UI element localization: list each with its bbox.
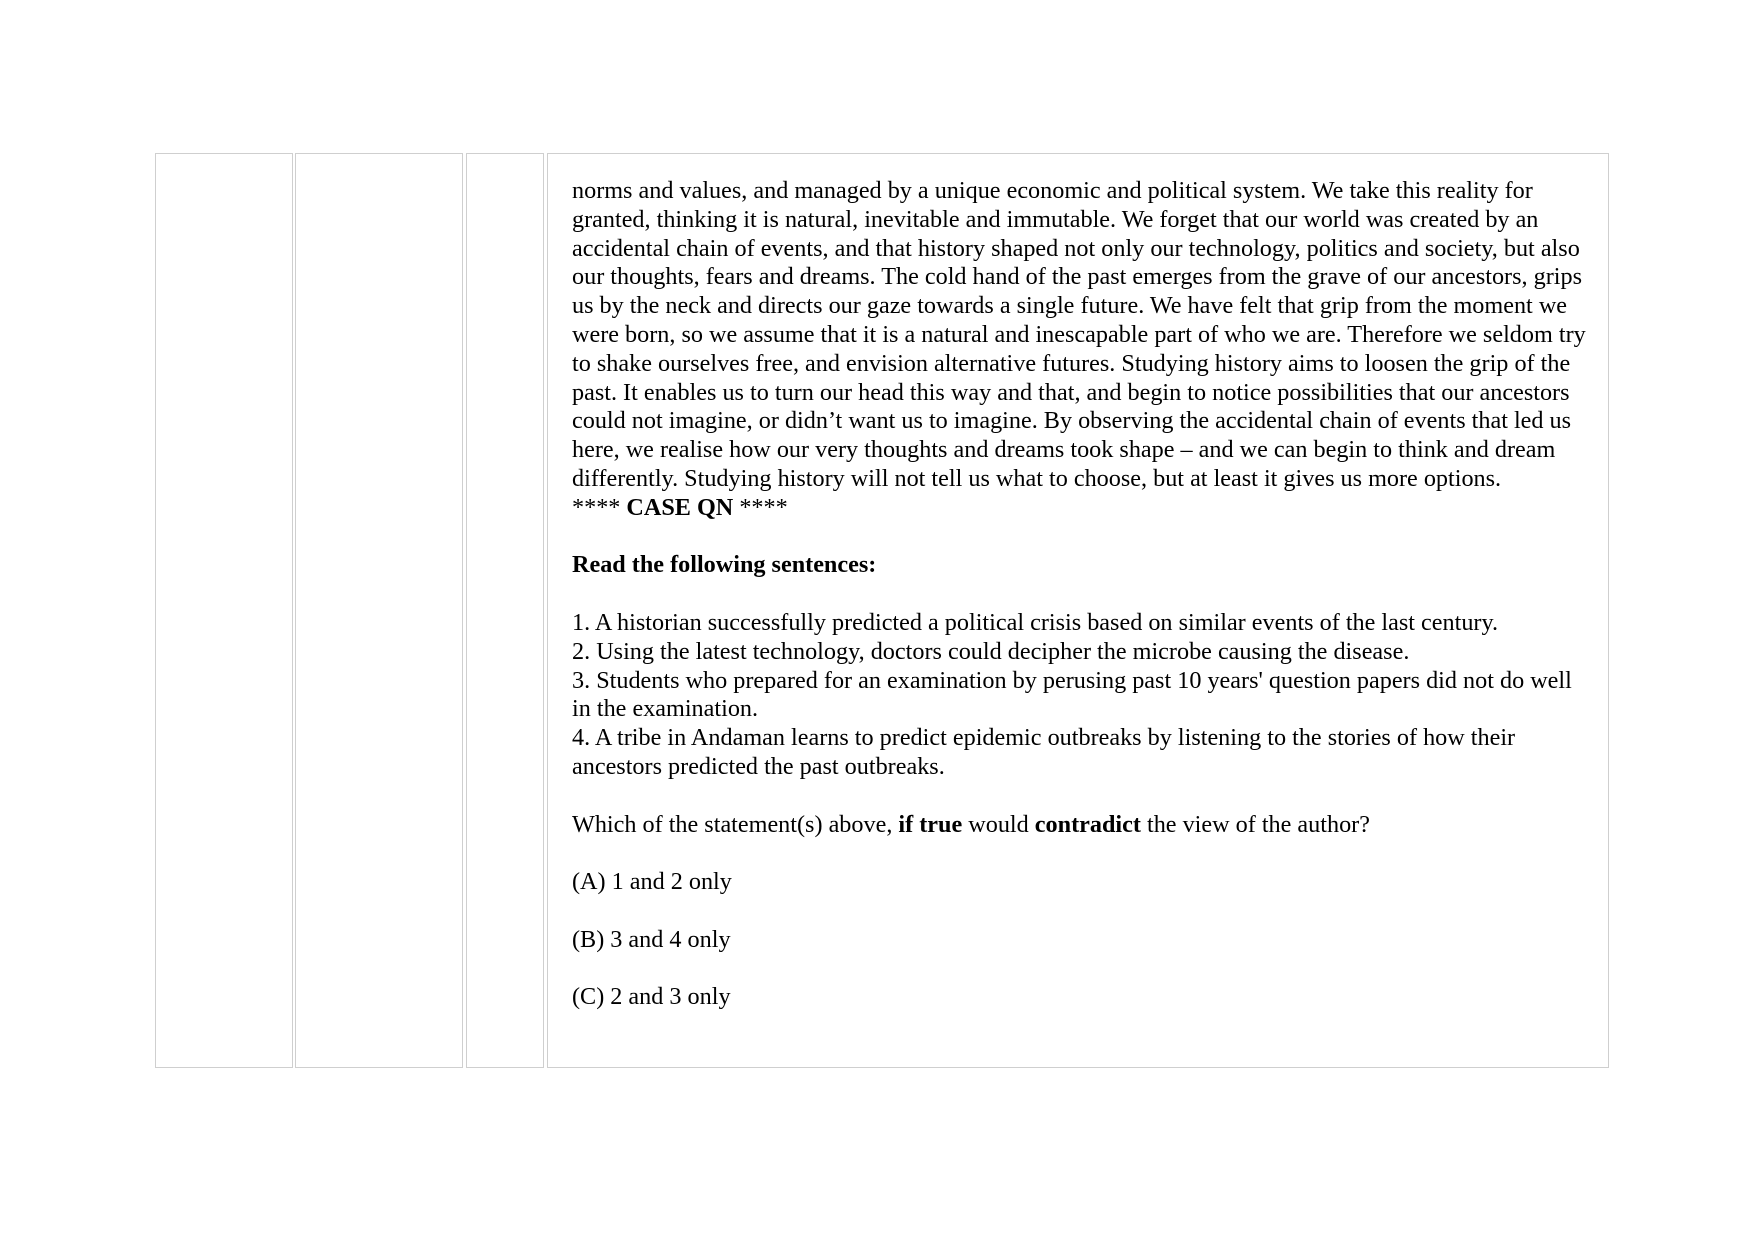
question-text	[572, 811, 1592, 840]
instruction-bold: Read the following sentences:	[572, 551, 877, 579]
instruction-text	[572, 551, 1592, 580]
case-heading	[572, 494, 1592, 523]
question-emphasis-if-true: if true	[898, 810, 963, 838]
table-cell-empty-1	[155, 153, 293, 1068]
option-b: (B) 3 and 4 only	[572, 925, 731, 953]
sentence-3: 3. Students who prepared for an examination by perusing past 10 years' question papers did not do well in the examination.	[572, 666, 1572, 723]
case-heading-suffix: ****	[733, 493, 788, 521]
case-heading-label: CASE QN	[626, 493, 734, 521]
sentence-2: 2. Using the latest technology, doctors could decipher the microbe causing the disease.	[572, 637, 1410, 665]
question-cell	[547, 153, 1609, 1068]
table-cell-empty-3	[466, 153, 544, 1068]
question-content	[572, 177, 1592, 1012]
question-part-2: would	[962, 810, 1035, 838]
option-c: (C) 2 and 3 only	[572, 983, 731, 1011]
sentence-4: 4. A tribe in Andaman learns to predict epidemic outbreaks by listening to the stories of how their ancestors predicted the past outbreaks.	[572, 724, 1516, 780]
question-part-1: Which of the statement(s) above,	[572, 810, 899, 838]
question-emphasis-contradict: contradict	[1034, 810, 1141, 838]
case-heading-prefix: ****	[572, 493, 627, 521]
sentence-1: 1. A historian successfully predicted a political crisis based on similar events of the last century.	[572, 608, 1499, 636]
passage-text: norms and values, and managed by a unique economic and political system. We take this reality for granted, thinking it is natural, inevitable and immutable. We forget that our world was created by an accidental chain of events, and that history shaped not only our technology, politics and society, but also our thoughts, fears and dreams. The cold hand of the past emerges from the grave of our ancestors, grips us by the neck and directs our gaze towards a single future. We have felt that grip from the moment we were born, so we assume that it is a natural and inescapable part of who we are. Therefore we seldom try to shake ourselves free, and envision alternative futures. Studying history aims to loosen the grip of the past. It enables us to turn our head this way and that, and begin to notice possibilities that our ancestors could not imagine, or didn’t want us to imagine. By observing the accidental chain of events that led us here, we realise how our very thoughts and dreams took shape – and we can begin to think and dream differently. Studying history will not tell us what to choose, but at least it gives us more options.	[572, 177, 1586, 492]
question-part-3: the view of the author?	[1140, 810, 1370, 838]
table-cell-empty-2	[295, 153, 463, 1068]
option-a: (A) 1 and 2 only	[572, 868, 732, 896]
